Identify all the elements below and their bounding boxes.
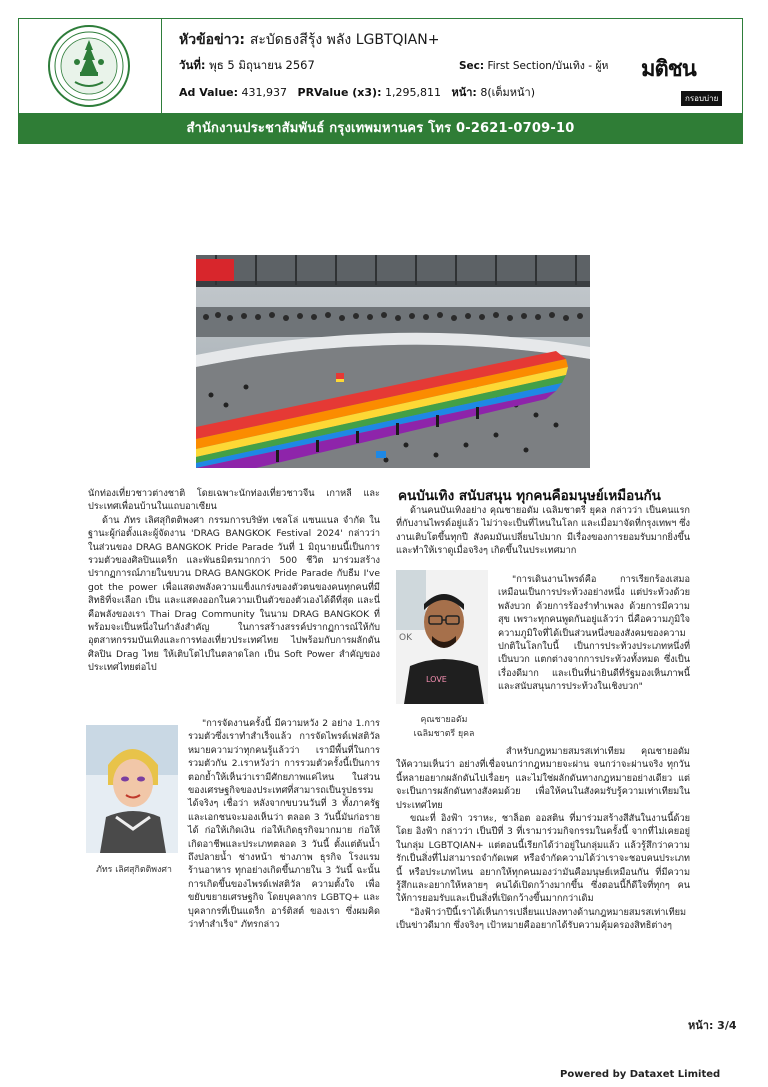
value-row [179, 83, 535, 101]
publication-edition: กรอบบ่าย [681, 91, 722, 106]
caption-line: คุณชายอดัม [420, 715, 468, 725]
bma-logo-cell [19, 19, 162, 114]
article-paragraph: ด้านคนบันเทิงอย่าง คุณชายอดัม เฉลิมชาตรี ยุคล กล่าวว่า เป็นคนแรกที่กับงานไพรด์อยู่แล้ว ไม่ว่าจะเป็นที่ไหนในโลก และเมื่อมาจัดที่กรุงเทพฯ ซึ่งงานเติบโตขึ้นทุกปี สังคมมันเปลี่ยนไปมาก มีเรื่องของการยอมรับมากยิ่งขึ้น และทำให้เราดูเมื่อจริงๆ เกิดขึ้นในประเทศมาก [396, 505, 690, 557]
article-left-continued [88, 876, 380, 908]
caption-adam [394, 712, 494, 740]
svg-text:LOVE: LOVE [426, 675, 447, 684]
section-row [459, 57, 649, 74]
article-paragraph: ด้าน ภัทร เลิศสุกิตติพงศา กรรมการบริษัท เชลโล่ แซนแนล จำกัด ในฐานะผู้ก่อตั้งและผู้จัดงาน 'DRAG BANGKOK Festival 2024' กล่าวว่า ในส่วนของ DRAG BANGKOK Pride Parade วันที่ 1 มิถุนายนนี้เป็นการรวมตัวของศิลปินแดร็ก และพันธมิตรมากกว่า 500 ชีวิต มาร่วมสร้างปรากฏการณ์ภายในขบวน DRAG BANGKOK Pride Parade กับธีม I've got the power เพื่อแสดงพลังความแข็งแกร่งของตัวตนของคนทุกคนที่มีสิทธิที่จะเลือก เป็น และแสดงออกในความเป็นตัวของตัวเองได้ดีที่สุด และนี่คือพลังของเรา Thai Drag Community ในนาม DRAG BANGKOK ที่พร้อมจะเป็นหนึ่งในกำลังสำคัญ ในการสร้างสรรค์ปรากฏการณ์ให้กับอุตสาหกรรมบันเทิงและการท่องเที่ยวประเทศไทย ไปพร้อมกับการผลักดันศิลปิน Drag ไทย ให้เติบโตไปในตลาดโลก เป็น Soft Power สำคัญของประเทศไทยต่อไป [88, 514, 380, 674]
article-right-body [396, 745, 690, 945]
bma-seal-icon [47, 24, 131, 108]
news-section: First Section/บันเทิง - ผู้ห [487, 60, 609, 72]
title-label: หัวข้อข่าว: [179, 32, 245, 48]
parade-photo [196, 255, 590, 468]
publication-logo [641, 51, 731, 103]
caption-line: เฉลิมชาตรี ยุคล [413, 729, 475, 739]
article-left-column [88, 487, 380, 675]
person-portrait-icon [396, 570, 488, 704]
article-right-quote [498, 573, 690, 694]
article-headline: คนบันเทิง สนับสนุน ทุกคนคือมนุษย์เหมือนกัน [398, 488, 661, 504]
ad-value: 431,937 [241, 86, 288, 99]
portrait-pattara [86, 725, 178, 853]
clipping-info [179, 29, 649, 99]
page-number: หน้า: 3/4 [688, 1019, 737, 1032]
article-paragraph: "อิงฟ้าว่าปีนี้เราได้เห็นการเปลี่ยนแปลงทางด้านกฎหมายสมรสเท่าเทียม เป็นข่าวดีมาก ซึ่งจริงๆ เป้าหมายคืออยากได้รับความคุ้มครองสิทธิต่างๆ [396, 906, 687, 932]
contact-bar: สำนักงานประชาสัมพันธ์ กรุงเทพมหานคร โทร 0-2621-0709-10 [18, 114, 743, 144]
publication-name: มติชน [641, 57, 696, 82]
ad-value-label: Ad Value: [179, 86, 239, 99]
article-right-intro [396, 504, 690, 558]
rainbow-flag-parade-image [196, 255, 590, 468]
article-paragraph: นักท่องเที่ยวชาวต่างชาติ โดยเฉพาะนักท่องเที่ยวชาวจีน เกาหลี และประเทศเพื่อนบ้านในแถบอาเซียน [88, 488, 380, 513]
date-row [179, 57, 315, 75]
powered-by: Powered by Dataxet Limited [560, 1069, 721, 1080]
article-paragraph: "การจัดงานครั้งนี้ มีความหวัง 2 อย่าง 1.การรวมตัวซึ่งเราทำสำเร็จแล้ว การจัดไพรด์เฟสติวัล หมายความว่าทุกคนรู้แล้วว่า เรามีพื้นที่ในการรวมตัวกัน 2.เราหวังว่า การรวมตัวครั้งนี้เป็นการตอกย้ำให้เห็นว่าเรามีศักยภาพแค่ไหน ในส่วนของเศรษฐกิจของประเทศที่สามารถเป็นรูปธรรมได้จริงๆ เชื่อว่า หลังจากขบวนวันที่ 3 ทั้งภาครัฐและเอกชนจะมองเห็นว่า ตลอด 3 วันนี้มันก่อรายได้ ก่อให้เกิดเงิน ก่อให้เกิดธุรกิจมากมาย ก่อให้เกิดอาชีพและประเภทตลอด 3 วันนี้ ตั้งแต่ต้นน้ำถึงปลายน้ำ ช่างหน้า ช่างภาพ ธุรกิจ โรงแรม ร้านอาหาร ทุกอย่างเกิดขึ้นภายใน 3 วันนี้ ฉะนั้นการเกิดขึ้นของไพรด์เฟสติวัล ความตั้งใจ เพื่อขยับขยายเศรษฐกิจ โดยบุคลากร LGBTQ+ และบุคลากรที่เป็นแดร็ก อาร์ติสต์ ของเรา ซึ่งผมคิดว่าทำสำเร็จ" ภัทรกล่าว [188, 718, 380, 931]
caption-pattara: ภัทร เลิศสุกิตติพงศา [96, 865, 172, 875]
date-label: วันที่: [179, 58, 206, 72]
page-label: หน้า: [451, 86, 477, 99]
section-label: Sec: [459, 60, 485, 72]
clipping-header [18, 18, 743, 114]
pr-value: 1,295,811 [384, 86, 441, 99]
article-paragraph: "การเดินงานไพรด์คือ การเรียกร้องเสมอเหมือนเป็นการประท้วงอย่างหนึ่ง แต่ประท้วงด้วยพลังบวก ด้วยการร้องรำทำเพลง ด้วยการมีความสุข เพราะทุกคนพูดกันอยู่แล้วว่า นี่คือความภูมิใจ ความภูมิใจที่ได้เป็นส่วนหนึ่งของสังคมของความปกติในโลกใบนี้ เป็นการประท้วงประเภทหนึ่งที่เป็นบวก แตกต่างจากการประท้วงทั้งหมด ซึ่งเป็นเรื่องดีมาก และเป็นที่น่ายินดีที่รัฐมองเห็นภาพนี้ และสนับสนุนการประท้วงในเชิงบวก" [498, 574, 690, 693]
news-title: สะบัดธงสีรุ้ง พลัง LGBTQIAN+ [249, 32, 440, 48]
person-portrait-icon [86, 725, 178, 853]
portrait-adam [396, 570, 488, 704]
article-paragraph: สำหรับกฎหมายสมรสเท่าเทียม คุณชายอดัม ให้ความเห็นว่า อย่างที่เชื่อจนกว่ากฎหมายจะผ่าน จนกว่าจะผ่านจริง ทุกวันนี้หลายอยากผลักดันไปเรื่อยๆ และไม่ใช่ผลักดันทางกฎหมายอย่างเดียว แต่จะเป็นการผลักดันทางสังคมด้วย เพื่อให้คนในสังคมรับรู้ความเท่าเทียมในประเทศไทย [396, 746, 690, 811]
pr-value-label: PRValue (x3): [297, 86, 382, 99]
news-date: พุธ 5 มิถุนายน 2567 [209, 58, 315, 72]
svg-text:OK: OK [399, 633, 412, 643]
article-paragraph: ขณะที่ อิงฟ้า วราหะ, ชาล็อต ออสติน ที่มาร่วมสร้างสีสันในงานนี้ด้วย โดย อิงฟ้า กล่าวว่า เป็นปีที่ 3 ที่เรามาร่วมกิจกรรมในครั้งนี้ จากที่ไม่เคยอยู่ในกลุ่ม LGBTQIAN+ แต่ตอนนี้เรียกได้ว่าอยู่ในกลุ่มแล้ว แล้วรู้สึกว่าความรักเป็นสิ่งที่ไม่สามารถจำกัดเพศ หรือจำกัดความได้ว่าเราจะชอบคนประเภทนี้ หรือประเภทไหน อยากให้ทุกคนมองว่ามันคือมนุษย์เหมือนกัน ที่มีความรู้สึกและอยากให้หลายๆ คนได้เปิดกว้างมากขึ้น ซึ่งตอนนี้ก็ดีใจที่ทุกๆ คนให้การยอมรับและเป็นสิ่งที่เปิดกว้างขึ้นมากกว่าเดิม [396, 813, 690, 905]
news-title-row [179, 29, 649, 51]
page-value: 8(เต็มหน้า) [480, 86, 536, 99]
